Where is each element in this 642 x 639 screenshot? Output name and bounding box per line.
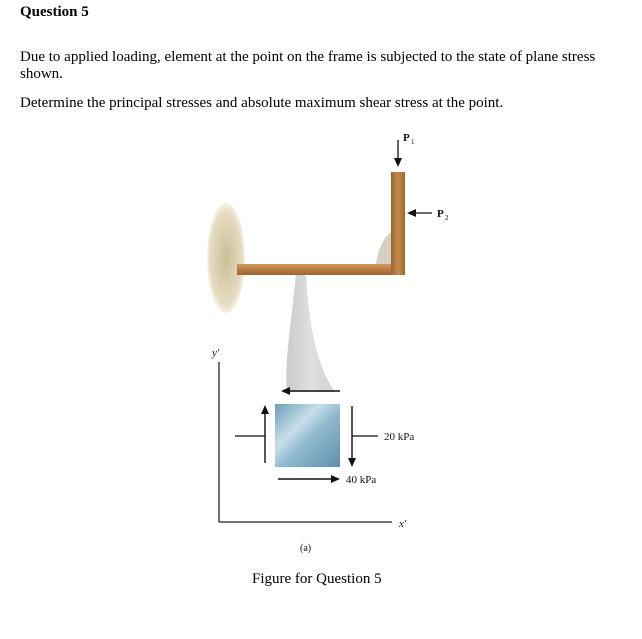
y-axis-label: y′ — [212, 347, 220, 359]
frame-column — [391, 172, 405, 275]
load-p2-subscript: 2 — [445, 214, 449, 222]
part-label: (a) — [300, 543, 312, 554]
wall-support — [207, 203, 245, 313]
load-p1-arrowhead — [394, 158, 402, 167]
load-p2-arrowhead — [407, 209, 416, 217]
normal-stress-bottom-arrowhead — [331, 475, 340, 483]
shear-stress-label: 20 kPa — [384, 431, 415, 443]
shear-right-arrowhead — [348, 458, 356, 467]
magnifier-cone — [286, 272, 335, 392]
question-paragraph-1: Due to applied loading, element at the point on the frame is subjected to the state of plane stress shown. — [20, 49, 596, 82]
x-axis-label: x′ — [399, 518, 407, 530]
frame-beam — [237, 264, 405, 275]
shear-left-arrowhead — [261, 405, 269, 414]
load-p2-label: P — [437, 208, 444, 220]
load-p1-label: P — [403, 132, 410, 144]
stress-element — [275, 404, 340, 467]
load-p1-subscript: 1 — [411, 138, 415, 146]
figure-caption: Figure for Question 5 — [252, 571, 382, 587]
question-title: Question 5 — [20, 4, 89, 20]
frame-gusset — [376, 232, 391, 264]
question-paragraph-2: Determine the principal stresses and absolute maximum shear stress at the point. — [20, 95, 504, 111]
normal-stress-top-arrowhead — [281, 387, 290, 395]
normal-stress-label: 40 kPa — [346, 474, 377, 486]
